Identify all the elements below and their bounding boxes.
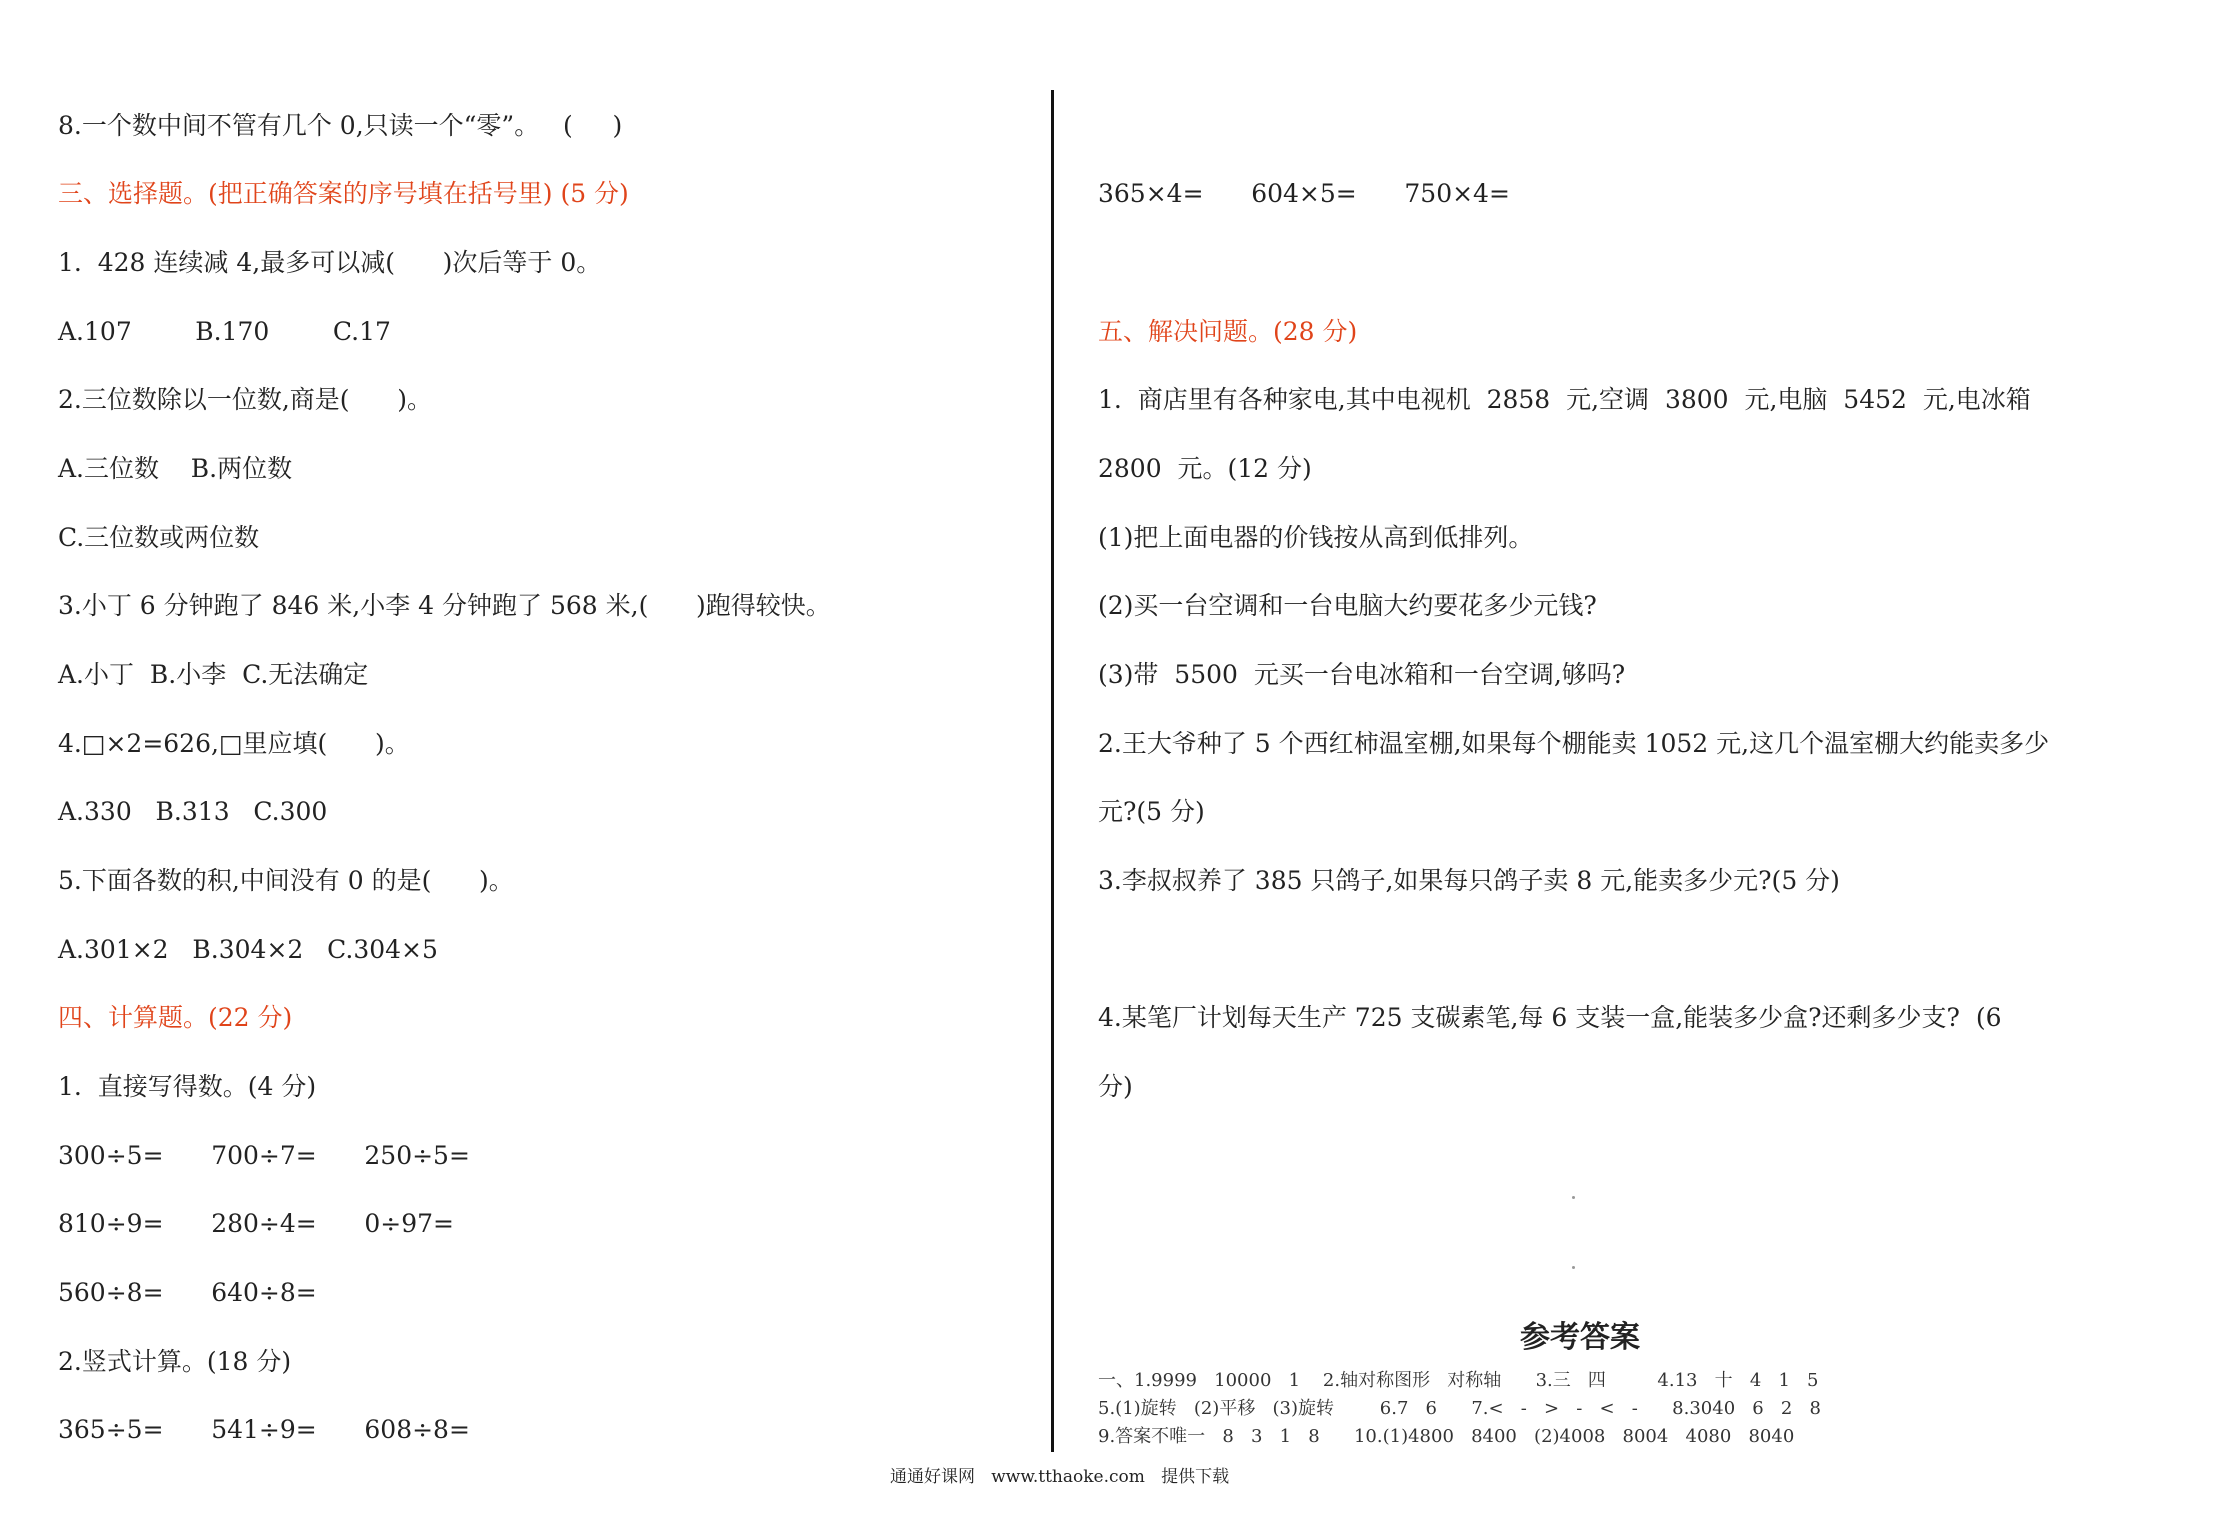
question-3-3-options: A.小丁 B.小李 C.无法确定 — [58, 660, 369, 689]
question-5-4-line-2: 分) — [1098, 1072, 1133, 1101]
calc-row-2: 810÷9= 280÷4= 0÷97= — [58, 1209, 455, 1238]
calc-row-1: 300÷5= 700÷7= 250÷5= — [58, 1141, 470, 1170]
question-3-2-options: A.三位数 B.两位数 — [58, 454, 293, 483]
decorative-dot — [1572, 1196, 1575, 1199]
question-5-1-part-2: (2)买一台空调和一台电脑大约要花多少元钱? — [1098, 591, 1597, 620]
question-5-1-part-1: (1)把上面电器的价钱按从高到低排列。 — [1098, 523, 1534, 552]
question-5-4-line-1: 4.某笔厂计划每天生产 725 支碳素笔,每 6 支装一盒,能装多少盒?还剩多少支? (6 — [1098, 1003, 2002, 1032]
section-3-heading: 三、选择题。(把正确答案的序号填在括号里) (5 分) — [58, 179, 629, 208]
question-8: 8.一个数中间不管有几个 0,只读一个“零”。 ( ) — [58, 111, 623, 140]
question-4-1: 1. 直接写得数。(4 分) — [58, 1072, 317, 1101]
question-3-1: 1. 428 连续减 4,最多可以减( )次后等于 0。 — [58, 248, 602, 277]
calc-row-4: 365÷5= 541÷9= 608÷8= — [58, 1415, 470, 1444]
question-3-1-options: A.107 B.170 C.17 — [58, 317, 391, 346]
answer-key-title: 参考答案 — [1520, 1320, 1640, 1355]
question-4-2: 2.竖式计算。(18 分) — [58, 1347, 292, 1376]
question-3-4-options: A.330 B.313 C.300 — [58, 797, 328, 826]
answer-line-1: 一、1.9999 10000 1 2.轴对称图形 对称轴 3.三 四 4.13 十 4 1 5 — [1098, 1370, 1819, 1391]
question-3-2: 2.三位数除以一位数,商是( )。 — [58, 385, 432, 414]
question-3-2-option-c: C.三位数或两位数 — [58, 523, 260, 552]
question-5-2-line-2: 元?(5 分) — [1098, 797, 1205, 826]
answer-line-2: 5.(1)旋转 (2)平移 (3)旋转 6.7 6 7.< - > - < - 8.3040 6 2 8 — [1098, 1398, 1821, 1419]
question-3-5: 5.下面各数的积,中间没有 0 的是( )。 — [58, 866, 514, 895]
calc-row-3: 560÷8= 640÷8= — [58, 1278, 317, 1307]
calc-row-5: 365×4= 604×5= 750×4= — [1098, 179, 1510, 208]
section-5-heading: 五、解决问题。(28 分) — [1098, 317, 1358, 346]
question-5-1-line-2: 2800 元。(12 分) — [1098, 454, 1312, 483]
question-3-3: 3.小丁 6 分钟跑了 846 米,小李 4 分钟跑了 568 米,( )跑得较快。 — [58, 591, 831, 620]
question-3-4: 4.□×2=626,□里应填( )。 — [58, 729, 410, 758]
column-divider — [1051, 90, 1054, 1452]
question-3-5-options: A.301×2 B.304×2 C.304×5 — [58, 935, 438, 964]
question-5-3: 3.李叔叔养了 385 只鸽子,如果每只鸽子卖 8 元,能卖多少元?(5 分) — [1098, 866, 1840, 895]
answer-line-3: 9.答案不唯一 8 3 1 8 10.(1)4800 8400 (2)4008 8004 4080 8040 — [1098, 1426, 1795, 1447]
question-5-2-line-1: 2.王大爷种了 5 个西红柿温室棚,如果每个棚能卖 1052 元,这几个温室棚大约能卖多少 — [1098, 729, 2050, 758]
section-4-heading: 四、计算题。(22 分) — [58, 1003, 293, 1032]
question-5-1-line-1: 1. 商店里有各种家电,其中电视机 2858 元,空调 3800 元,电脑 5452 元,电冰箱 — [1098, 385, 2031, 414]
page-footer: 通通好课网 www.tthaoke.com 提供下载 — [890, 1467, 1230, 1487]
decorative-dot — [1572, 1266, 1575, 1269]
question-5-1-part-3: (3)带 5500 元买一台电冰箱和一台空调,够吗? — [1098, 660, 1626, 689]
